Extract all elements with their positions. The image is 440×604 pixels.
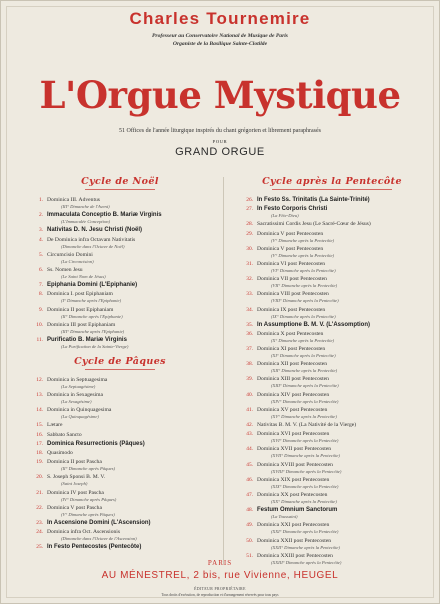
entry-number: 6. <box>38 266 43 273</box>
entry-number: 13. <box>36 392 43 399</box>
entry-subtitle: (Saint Joseph) <box>61 481 88 487</box>
entry-title: Immaculata Conceptio B. Mariæ Virginis <box>47 212 162 219</box>
entry-text <box>47 459 213 472</box>
entry-title: S. Joseph Sponsi B. M. V. <box>47 474 106 481</box>
list-item <box>27 322 213 335</box>
list-item <box>27 441 213 448</box>
entry-title: Dominica II post Epiphaniam <box>47 306 114 313</box>
entry-title: Dominica III. Adventus <box>47 197 100 203</box>
entry-title: Dominica XVIII post Pentecosten <box>257 461 333 468</box>
entry-subtitle: (XII° Dimanche après la Pentecôte) <box>271 368 338 374</box>
entry-text <box>47 407 213 420</box>
entry-title: Dominica infra Oct. Ascensionis <box>47 529 121 536</box>
list-item <box>237 407 427 420</box>
entry-text <box>47 227 213 234</box>
entry-number: 36. <box>246 330 253 337</box>
entry-subtitle: (V° Dimanche après Pâques) <box>61 511 115 517</box>
right-column <box>237 176 427 568</box>
entry-title: Dominica XVII post Pentecosten <box>257 446 332 453</box>
entry-number: 24. <box>36 529 43 536</box>
heading-rule <box>85 189 155 190</box>
entry-subtitle: (XXIII° Dimanche après la Pentecôte) <box>271 559 342 565</box>
list-item <box>237 422 427 429</box>
entry-title: Dominica III post Epiphaniam <box>47 321 116 328</box>
list-item <box>27 529 213 542</box>
entry-number: 12. <box>36 376 43 383</box>
entry-text <box>47 291 213 304</box>
entry-text <box>257 276 427 289</box>
entry-title: Dominica in Septuagesima <box>47 376 108 383</box>
entry-text <box>47 252 213 265</box>
entry-number: 18. <box>36 450 43 456</box>
composer-subtitle-2: Organiste de la Basilique Sainte-Clotilde <box>172 41 268 47</box>
entry-title: Dominica XV post Pentecosten <box>257 406 328 413</box>
entry-number: 9. <box>38 306 43 313</box>
entry-text <box>257 507 427 520</box>
entry-title: In Ascensione Domini (L'Ascension) <box>47 519 151 526</box>
entry-title: Dominica VIII post Pentecosten <box>257 291 329 298</box>
list-item <box>237 376 427 389</box>
list-item <box>237 361 427 374</box>
list-item <box>237 261 427 274</box>
entry-number: 14. <box>36 407 43 414</box>
entry-subtitle: (XV° Dimanche après la Pentecôte) <box>271 413 337 419</box>
list-item <box>27 474 213 487</box>
entry-number: 16. <box>36 431 43 438</box>
entry-number: 28. <box>246 221 253 228</box>
entry-text <box>47 237 213 250</box>
entry-subtitle: (III° Dimanche de l'Avent) <box>61 204 110 209</box>
entry-text <box>257 246 427 259</box>
entry-text <box>257 477 427 490</box>
cycle-heading: Cycle de Pâques <box>74 355 166 367</box>
entry-text <box>47 450 213 457</box>
entry-text <box>257 376 427 389</box>
list-item <box>237 206 427 219</box>
entry-text <box>257 206 427 219</box>
entry-number: 40. <box>246 391 253 398</box>
footer-city: PARIS <box>207 559 233 567</box>
entry-title: Nativitas D. N. Jesu Christi (Noël) <box>47 227 143 234</box>
entry-number: 49. <box>246 522 253 529</box>
entry-text <box>257 522 427 535</box>
entry-text <box>47 267 213 280</box>
entry-subtitle: (II° Dimanche après Pâques) <box>61 466 116 472</box>
entry-subtitle: (Dimanche dans l'Octave de l'Ascension) <box>61 536 137 542</box>
entry-title: Purificatio B. Mariæ Virginis <box>47 336 127 343</box>
entry-number: 7. <box>38 282 43 289</box>
entry-text <box>47 337 213 350</box>
entry-title: Dominica Resurrectionis (Pâques) <box>47 440 145 447</box>
entry-text <box>47 529 213 542</box>
list-item <box>27 505 213 518</box>
entry-text <box>47 307 213 320</box>
list-item <box>27 282 213 289</box>
entry-text <box>257 492 427 505</box>
list-item <box>237 197 427 204</box>
entry-title: Quasimodo <box>47 450 73 456</box>
entry-subtitle: (La Fête-Dieu) <box>271 213 299 219</box>
entry-subtitle: (La Sexagésime) <box>61 399 92 405</box>
entry-number: 31. <box>246 260 253 267</box>
entry-text <box>47 520 213 527</box>
entry-number: 10. <box>36 321 43 328</box>
entry-subtitle: (XVII° Dimanche après la Pentecôte) <box>271 453 340 459</box>
entry-number: 39. <box>246 376 253 383</box>
entry-title: Dominica in Sexagesima <box>47 392 103 399</box>
entry-subtitle: (L'Immaculée Conception) <box>61 219 111 225</box>
list-item <box>237 431 427 444</box>
entry-number: 45. <box>246 461 253 468</box>
work-title: L'Orgue Mystique <box>39 73 401 117</box>
list-item <box>237 446 427 459</box>
entry-title: In Festo Ss. Trinitatis (La Sainte-Trinité) <box>257 197 370 203</box>
entry-subtitle: (La Quinquagésime) <box>61 414 99 420</box>
footer-printer-2: Tous droits d'exécution, de reproduction et d'arrangement réservés pour tous pays <box>161 593 279 597</box>
entry-number: 42. <box>246 422 253 428</box>
entry-subtitle: (IV° Dimanche après Pâques) <box>61 496 117 502</box>
entry-subtitle: (VI° Dimanche après la Pentecôte) <box>271 267 336 273</box>
entry-text <box>47 422 213 429</box>
entry-text <box>47 490 213 503</box>
entry-text <box>257 331 427 344</box>
entry-number: 47. <box>246 491 253 498</box>
entry-title: Dominica in Quinquagesima <box>47 407 112 414</box>
entry-subtitle: (V° Dimanche après la Pentecôte) <box>271 237 335 243</box>
entry-title: Lætare <box>47 422 63 429</box>
entry-number: 37. <box>246 346 253 353</box>
entry-subtitle: (XIV° Dimanche après la Pentecôte) <box>271 398 339 404</box>
entry-title: Dominica XIX post Pentecosten <box>257 476 330 483</box>
entry-subtitle: (III° Dimanche après l'Epiphanie) <box>61 328 125 334</box>
entry-text <box>257 538 427 551</box>
entry-number: 32. <box>246 276 253 283</box>
entry-text <box>47 441 213 448</box>
entry-number: 20. <box>36 474 43 481</box>
entry-number: 29. <box>246 230 253 237</box>
entry-subtitle: (I° Dimanche après l'Epiphanie) <box>61 298 122 304</box>
pour-label: POUR <box>212 139 228 144</box>
entry-subtitle: (V° Dimanche après la Pentecôte) <box>271 252 335 258</box>
entry-title: Festum Omnium Sanctorum <box>257 507 338 514</box>
entry-text <box>257 261 427 274</box>
entry-text <box>257 221 427 228</box>
entry-number: 22. <box>36 504 43 511</box>
entry-title: Dominica VI post Pentecosten <box>257 260 326 267</box>
cycle-heading: Cycle de Noël <box>81 176 159 187</box>
entry-number: 43. <box>246 431 253 438</box>
entry-text <box>47 197 213 210</box>
entry-subtitle: (La Septuagésime) <box>61 383 96 389</box>
footer-printer-1: ÉDITEUR PROPRIÉTAIRE <box>194 587 246 591</box>
list-item <box>237 322 427 329</box>
list-item <box>27 377 213 390</box>
entry-title: Sacratissimi Cordis Jesu (Le Sacré-Cœur de Jésus) <box>257 221 371 228</box>
list-item <box>237 276 427 289</box>
entry-text <box>257 392 427 405</box>
entry-text <box>47 377 213 390</box>
entry-title: Dominica IV post Pascha <box>47 489 104 496</box>
entry-number: 19. <box>36 459 43 466</box>
entry-number: 41. <box>246 406 253 413</box>
entry-text <box>47 212 213 225</box>
entry-number: 44. <box>246 446 253 453</box>
entry-title: Dominica I. post Epiphaniam <box>47 291 113 298</box>
entry-title: Dominica XXIII post Pentecosten <box>257 552 333 559</box>
list-item <box>237 291 427 304</box>
list-item <box>27 212 213 225</box>
list-item <box>27 544 213 551</box>
list-item <box>27 291 213 304</box>
list-item <box>237 346 427 359</box>
list-item <box>237 538 427 551</box>
instrument-label: GRAND ORGUE <box>175 146 265 158</box>
list-item <box>237 331 427 344</box>
entry-title: Epiphania Domini (L'Epiphanie) <box>47 282 138 289</box>
entry-title: Dominica V post Pascha <box>47 504 102 511</box>
entry-number: 25. <box>36 544 43 551</box>
list-item <box>27 227 213 234</box>
entry-subtitle: (X° Dimanche après la Pentecôte) <box>271 337 335 343</box>
list-item <box>237 307 427 320</box>
entry-number: 26. <box>246 197 253 203</box>
entry-title: In Festo Pentecostes (Pentecôte) <box>47 544 142 551</box>
list-item <box>237 522 427 535</box>
entry-title: Dominica XX post Pentecosten <box>257 491 328 498</box>
entry-title: Dominica IX post Pentecosten <box>257 306 326 313</box>
entry-text <box>47 322 213 335</box>
list-item <box>27 450 213 457</box>
entry-number: 46. <box>246 476 253 483</box>
list-item <box>27 337 213 350</box>
entry-text <box>47 392 213 405</box>
entry-number: 17. <box>36 440 43 447</box>
list-item <box>27 490 213 503</box>
entry-number: 1. <box>38 197 43 203</box>
entry-number: 15. <box>36 422 43 429</box>
entry-number: 23. <box>36 519 43 526</box>
entry-text <box>257 291 427 304</box>
entry-number: 3. <box>38 227 43 234</box>
entry-subtitle: (La Purification de la Sainte-Vierge) <box>61 343 129 349</box>
entry-title: Dominica XIV post Pentecosten <box>257 391 330 398</box>
entry-title: Dominica V post Pentecosten <box>257 230 324 237</box>
heading-rule <box>272 189 392 190</box>
list-item <box>27 407 213 420</box>
entry-subtitle: (La Circoncision) <box>61 258 94 264</box>
list-item <box>237 392 427 405</box>
list-item <box>237 231 427 244</box>
entry-title: In Assumptione B. M. V. (L'Assomption) <box>257 321 370 328</box>
entry-subtitle: (XIII° Dimanche après la Pentecôte) <box>271 383 339 389</box>
entry-title: Sabbato Sancto <box>47 431 82 438</box>
entry-subtitle: (XIX° Dimanche après la Pentecôte) <box>271 483 339 489</box>
entry-title: De Dominica infra Octavam Nativitatis <box>47 236 136 243</box>
entry-subtitle: (VII° Dimanche après la Pentecôte) <box>271 283 338 289</box>
left-column <box>27 176 213 554</box>
entry-text <box>257 407 427 420</box>
entry-title: Dominica XVI post Pentecosten <box>257 431 330 438</box>
entry-title: Nativitas B. M. V. (La Nativité de la Vierge) <box>257 422 357 428</box>
list-item <box>27 520 213 527</box>
list-item <box>237 221 427 228</box>
entry-subtitle: (Dimanche dans l'Octave de Noël) <box>61 243 125 249</box>
footer-publisher: AU MÉNESTREL, 2 bis, rue Vivienne, HEUGEL <box>101 570 339 581</box>
list-item <box>237 477 427 490</box>
entry-number: 33. <box>246 291 253 298</box>
entry-title: Dominica XXI post Pentecosten <box>257 522 330 529</box>
entry-title: In Festo Corporis Christi <box>257 206 328 213</box>
entry-number: 2. <box>38 212 43 219</box>
list-item <box>27 252 213 265</box>
entry-number: 38. <box>246 361 253 368</box>
entry-text <box>257 422 427 429</box>
entry-text <box>257 346 427 359</box>
list-item <box>27 237 213 250</box>
entry-subtitle: (XI° Dimanche après la Pentecôte) <box>271 353 336 359</box>
entry-text <box>47 474 213 487</box>
entry-number: 21. <box>36 489 43 496</box>
entry-text <box>47 544 213 551</box>
entry-number: 48. <box>246 507 253 514</box>
entry-title: Dominica XI post Pentecosten <box>257 346 326 353</box>
list-item <box>27 459 213 472</box>
entry-title: Dominica V post Pentecosten <box>257 245 324 252</box>
entry-number: 51. <box>246 552 253 559</box>
entry-text <box>257 231 427 244</box>
right-entries-list <box>237 197 427 566</box>
entry-text <box>257 446 427 459</box>
entry-subtitle: (VIII° Dimanche après la Pentecôte) <box>271 298 339 304</box>
work-description: 51 Offices de l'année liturgique inspirés du chant grégorien et librement paraphrasés <box>119 128 321 134</box>
entry-text <box>47 432 213 439</box>
entry-title: Dominica XXII post Pentecosten <box>257 537 332 544</box>
entry-text <box>257 431 427 444</box>
entry-subtitle: (XX° Dimanche après la Pentecôte) <box>271 498 337 504</box>
entry-number: 4. <box>38 236 43 243</box>
entry-subtitle: (II° Dimanche après l'Epiphanie) <box>61 313 123 319</box>
entry-subtitle: (XXII° Dimanche après la Pentecôte) <box>271 544 340 550</box>
entry-title: Dominica XIII post Pentecosten <box>257 376 329 383</box>
list-item <box>237 462 427 475</box>
list-item <box>27 432 213 439</box>
entry-number: 50. <box>246 537 253 544</box>
entry-number: 34. <box>246 306 253 313</box>
list-item <box>27 197 213 210</box>
list-item <box>237 492 427 505</box>
entry-subtitle: (La Toussaint) <box>271 514 298 520</box>
entry-text <box>257 197 427 204</box>
entry-number: 35. <box>246 321 253 328</box>
entry-text <box>47 282 213 289</box>
cycle-heading: Cycle après la Pentecôte <box>262 176 402 187</box>
list-item <box>27 267 213 280</box>
list-item <box>27 422 213 429</box>
entry-number: 5. <box>38 251 43 258</box>
column-divider <box>223 177 224 565</box>
entry-title: Ss. Nomen Jesu <box>47 266 83 273</box>
entry-text <box>257 462 427 475</box>
entry-number: 8. <box>38 291 43 298</box>
entry-number: 11. <box>36 336 43 343</box>
entry-title: Dominica VII post Pentecosten <box>257 276 327 283</box>
entry-title: Dominica II post Pascha <box>47 459 102 466</box>
entry-text <box>257 307 427 320</box>
composer-subtitle-1: Professeur au Conservatoire National de Musique de Paris <box>152 33 288 39</box>
entry-subtitle: (XXI° Dimanche après la Pentecôte) <box>271 529 339 535</box>
entry-number: 30. <box>246 245 253 252</box>
entry-title: Dominica X post Pentecosten <box>257 330 324 337</box>
entry-subtitle: (XVI° Dimanche après la Pentecôte) <box>271 438 339 444</box>
entry-title: Dominica XII post Pentecosten <box>257 361 328 368</box>
list-item <box>27 307 213 320</box>
list-item <box>27 392 213 405</box>
entry-subtitle: (XVIII° Dimanche après la Pentecôte) <box>271 468 342 474</box>
entry-subtitle: (Le Saint Nom de Jésus) <box>61 273 106 279</box>
entry-text <box>257 361 427 374</box>
entry-number: 27. <box>246 206 253 213</box>
entry-subtitle: (IX° Dimanche après la Pentecôte) <box>271 313 336 319</box>
list-item <box>237 246 427 259</box>
entry-text <box>257 322 427 329</box>
entry-title: Circumcisio Domini <box>47 251 93 258</box>
heading-rule <box>85 369 155 370</box>
composer-name: Charles Tournemire <box>129 9 311 28</box>
list-item <box>237 507 427 520</box>
entry-text <box>47 505 213 518</box>
